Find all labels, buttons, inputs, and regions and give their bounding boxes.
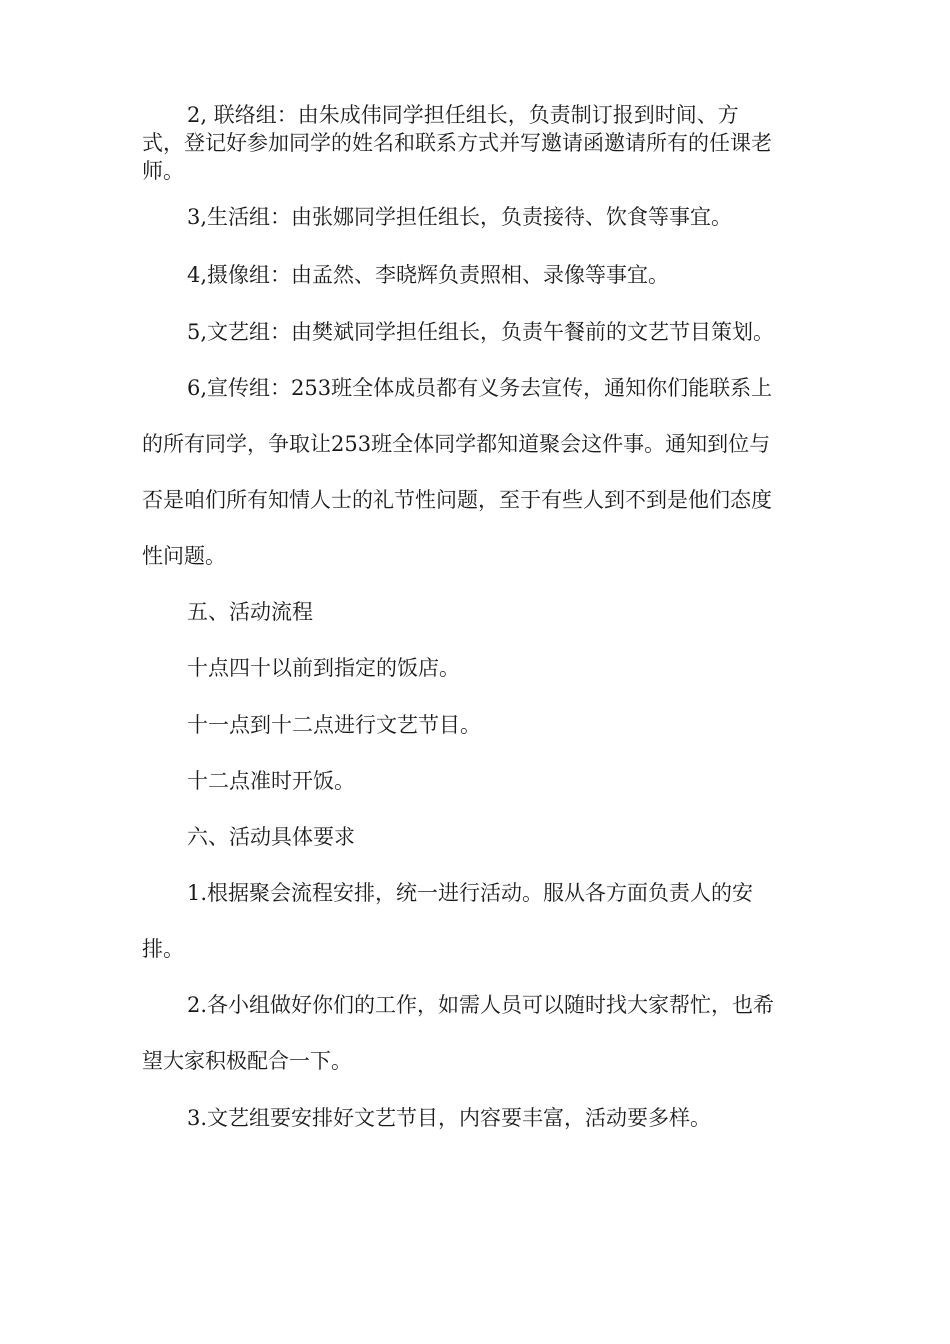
- paragraph-line: 1.根据聚会流程安排，统一进行活动。服从各方面负责人的安: [187, 881, 754, 905]
- paragraph-line: 性问题。: [142, 544, 226, 568]
- paragraph-line: 师。: [142, 159, 184, 183]
- paragraph-line: 6,宣传组：253班全体成员都有义务去宣传，通知你们能联系上: [187, 376, 773, 400]
- paragraph-line: 十二点准时开饭。: [187, 769, 355, 793]
- section-heading: 六、活动具体要求: [187, 825, 355, 849]
- paragraph-line: 望大家积极配合一下。: [142, 1049, 352, 1073]
- paragraph-line: 十点四十以前到指定的饭店。: [187, 656, 460, 680]
- paragraph-line: 式，登记好参加同学的姓名和联系方式并写邀请函邀请所有的任课老: [142, 131, 772, 155]
- paragraph-line: 2.各小组做好你们的工作，如需人员可以随时找大家帮忙，也希: [187, 993, 775, 1017]
- paragraph-line: 5,文艺组：由樊斌同学担任组长，负责午餐前的文艺节目策划。: [187, 320, 775, 344]
- paragraph-line: 3,生活组：由张娜同学担任组长，负责接待、饮食等事宜。: [187, 205, 733, 229]
- paragraph-line: 2, 联络组：由朱成伟同学担任组长，负责制订报到时间、方: [187, 103, 739, 127]
- paragraph-line: 3.文艺组要安排好文艺节目，内容要丰富，活动要多样。: [187, 1106, 712, 1130]
- section-heading: 五、活动流程: [187, 600, 313, 624]
- paragraph-line: 排。: [142, 937, 184, 961]
- paragraph-line: 的所有同学，争取让253班全体同学都知道聚会这件事。通知到位与: [142, 432, 771, 456]
- paragraph-line: 4,摄像组：由孟然、李晓辉负责照相、录像等事宜。: [187, 263, 670, 287]
- paragraph-line: 否是咱们所有知情人士的礼节性问题，至于有些人到不到是他们态度: [142, 488, 772, 512]
- paragraph-line: 十一点到十二点进行文艺节目。: [187, 713, 481, 737]
